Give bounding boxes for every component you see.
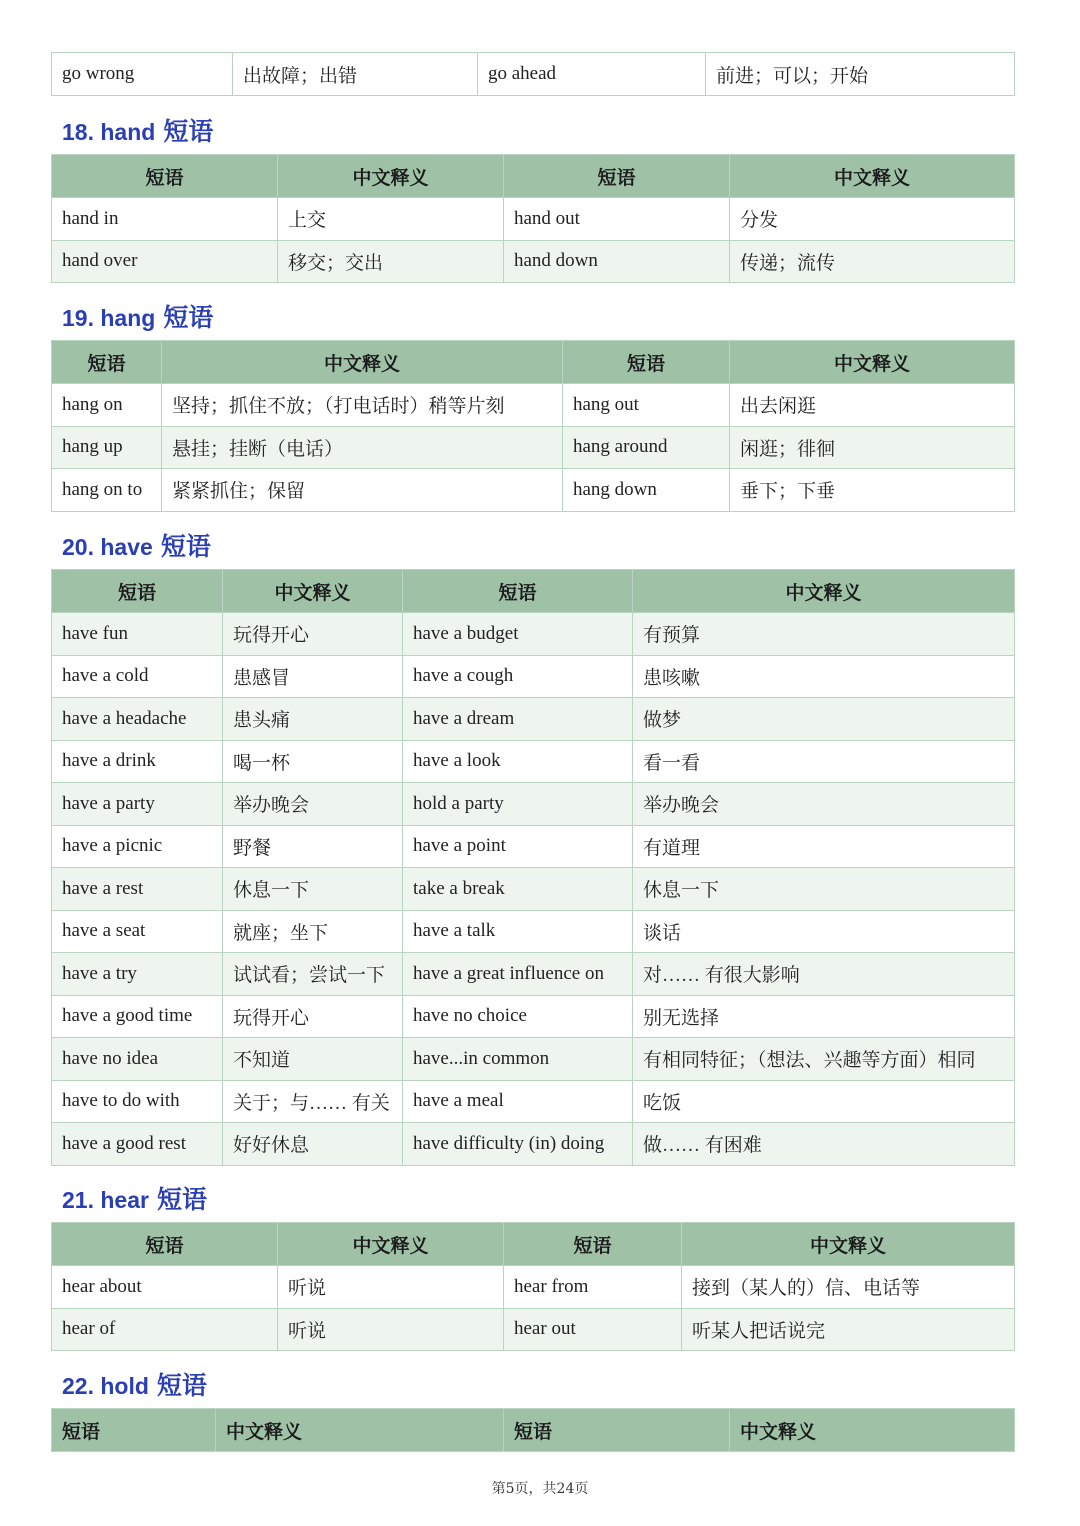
phrase-cell: hand in: [52, 198, 278, 241]
phrase-cell: have a look: [403, 740, 633, 783]
column-header: 短语: [52, 570, 223, 613]
section-word: hang: [100, 305, 156, 331]
table-row: [52, 1266, 1015, 1309]
section-number: 19.: [62, 305, 94, 331]
table-row: [52, 613, 1015, 656]
table-header-row: [52, 341, 1015, 384]
table-row: [52, 198, 1015, 241]
phrase-cell: hear from: [504, 1266, 682, 1309]
column-header: 中文释义: [223, 570, 403, 613]
phrase-cell: have a seat: [52, 910, 223, 953]
phrase-cell: have a great influence on: [403, 953, 633, 996]
meaning-cell: 玩得开心: [223, 995, 403, 1038]
meaning-cell: 坚持；抓住不放；（打电话时）稍等片刻: [162, 384, 563, 427]
table-row: [52, 469, 1015, 512]
hear-phrase-table: [51, 1222, 1015, 1351]
phrase-cell: have a cold: [52, 655, 223, 698]
column-header: 中文释义: [730, 1409, 1015, 1452]
meaning-cell: 患头痛: [223, 698, 403, 741]
phrase-cell: take a break: [403, 868, 633, 911]
meaning-cell: 出去闲逛: [730, 384, 1015, 427]
phrase-cell: have a budget: [403, 613, 633, 656]
meaning-cell: 休息一下: [633, 868, 1015, 911]
meaning-cell: 好好休息: [223, 1123, 403, 1166]
meaning-cell: 做…… 有困难: [633, 1123, 1015, 1166]
meaning-cell: 做梦: [633, 698, 1015, 741]
meaning-cell: 举办晚会: [223, 783, 403, 826]
phrase-cell: have a meal: [403, 1080, 633, 1123]
meaning-cell: 听某人把话说完: [682, 1308, 1015, 1351]
hand-phrase-table: [51, 154, 1015, 283]
section-title-hand: [62, 112, 213, 148]
table-row: [52, 1308, 1015, 1351]
section-title-hear: [62, 1180, 207, 1216]
phrase-cell: hold a party: [403, 783, 633, 826]
phrase-cell: have a point: [403, 825, 633, 868]
table-row: [52, 910, 1015, 953]
phrase-cell: go wrong: [52, 53, 233, 96]
phrase-cell: hang down: [563, 469, 730, 512]
meaning-cell: 玩得开心: [223, 613, 403, 656]
phrase-cell: have a cough: [403, 655, 633, 698]
meaning-cell: 看一看: [633, 740, 1015, 783]
meaning-cell: 有预算: [633, 613, 1015, 656]
section-title-have: [62, 527, 211, 563]
meaning-cell: 有相同特征；（想法、兴趣等方面）相同: [633, 1038, 1015, 1081]
section-word: hand: [100, 119, 156, 145]
meaning-cell: 闲逛；徘徊: [730, 426, 1015, 469]
meaning-cell: 接到（某人的）信、电话等: [682, 1266, 1015, 1309]
section-number: 21.: [62, 1187, 94, 1213]
column-header: 短语: [504, 155, 730, 198]
table-header-row: [52, 570, 1015, 613]
phrase-cell: hear of: [52, 1308, 278, 1351]
hold-phrase-table: [51, 1408, 1015, 1452]
top-continuation-table: [51, 52, 1015, 96]
column-header: 短语: [504, 1409, 730, 1452]
phrase-cell: have...in common: [403, 1038, 633, 1081]
phrase-cell: hang out: [563, 384, 730, 427]
phrase-cell: hand down: [504, 240, 730, 283]
section-suffix: 短语: [163, 117, 214, 146]
meaning-cell: 患咳嗽: [633, 655, 1015, 698]
column-header: 短语: [52, 341, 162, 384]
table-row: [52, 1080, 1015, 1123]
phrase-cell: hand out: [504, 198, 730, 241]
phrase-cell: have a try: [52, 953, 223, 996]
phrase-cell: hand over: [52, 240, 278, 283]
phrase-cell: have a drink: [52, 740, 223, 783]
table-row: [52, 240, 1015, 283]
meaning-cell: 分发: [730, 198, 1015, 241]
table-header-row: [52, 1223, 1015, 1266]
table-row: [52, 740, 1015, 783]
meaning-cell: 悬挂；挂断（电话）: [162, 426, 563, 469]
table-row: [52, 995, 1015, 1038]
meaning-cell: 移交；交出: [278, 240, 504, 283]
meaning-cell: 别无选择: [633, 995, 1015, 1038]
column-header: 中文释义: [216, 1409, 504, 1452]
phrase-cell: hear out: [504, 1308, 682, 1351]
phrase-cell: have a good time: [52, 995, 223, 1038]
phrase-cell: have a rest: [52, 868, 223, 911]
column-header: 中文释义: [162, 341, 563, 384]
phrase-cell: hang around: [563, 426, 730, 469]
meaning-cell: 前进；可以；开始: [706, 53, 1015, 96]
section-number: 22.: [62, 1373, 94, 1399]
column-header: 中文释义: [278, 155, 504, 198]
column-header: 短语: [52, 1409, 216, 1452]
meaning-cell: 听说: [278, 1266, 504, 1309]
section-suffix: 短语: [160, 532, 211, 561]
column-header: 中文释义: [682, 1223, 1015, 1266]
meaning-cell: 对…… 有很大影响: [633, 953, 1015, 996]
table-header-row: [52, 155, 1015, 198]
meaning-cell: 试试看；尝试一下: [223, 953, 403, 996]
section-word: hear: [100, 1187, 149, 1213]
section-title-hang: [62, 298, 213, 334]
phrase-cell: have difficulty (in) doing: [403, 1123, 633, 1166]
phrase-cell: have a dream: [403, 698, 633, 741]
meaning-cell: 野餐: [223, 825, 403, 868]
table-row: [52, 384, 1015, 427]
column-header: 短语: [52, 155, 278, 198]
column-header: 中文释义: [633, 570, 1015, 613]
phrase-cell: have no choice: [403, 995, 633, 1038]
column-header: 短语: [504, 1223, 682, 1266]
column-header: 短语: [52, 1223, 278, 1266]
meaning-cell: 传递；流传: [730, 240, 1015, 283]
meaning-cell: 谈话: [633, 910, 1015, 953]
meaning-cell: 关于；与…… 有关: [223, 1080, 403, 1123]
phrase-cell: hear about: [52, 1266, 278, 1309]
phrase-cell: have fun: [52, 613, 223, 656]
section-number: 20.: [62, 534, 94, 560]
table-row: [52, 783, 1015, 826]
table-row: [52, 825, 1015, 868]
table-row: [52, 1038, 1015, 1081]
meaning-cell: 吃饭: [633, 1080, 1015, 1123]
table-row: [52, 426, 1015, 469]
column-header: 短语: [563, 341, 730, 384]
meaning-cell: 就座；坐下: [223, 910, 403, 953]
phrase-cell: have a party: [52, 783, 223, 826]
phrase-cell: have to do with: [52, 1080, 223, 1123]
table-row: [52, 53, 1015, 96]
table-row: [52, 1123, 1015, 1166]
phrase-cell: hang on: [52, 384, 162, 427]
meaning-cell: 听说: [278, 1308, 504, 1351]
section-suffix: 短语: [156, 1185, 207, 1214]
meaning-cell: 上交: [278, 198, 504, 241]
table-row: [52, 655, 1015, 698]
meaning-cell: 患感冒: [223, 655, 403, 698]
page-footer: 第5页，共24页: [491, 1481, 589, 1497]
phrase-cell: have a good rest: [52, 1123, 223, 1166]
table-row: [52, 698, 1015, 741]
column-header: 中文释义: [730, 341, 1015, 384]
meaning-cell: 喝一杯: [223, 740, 403, 783]
section-title-hold: [62, 1366, 207, 1402]
section-word: have: [100, 534, 153, 560]
phrase-cell: have no idea: [52, 1038, 223, 1081]
phrase-cell: hang on to: [52, 469, 162, 512]
meaning-cell: 举办晚会: [633, 783, 1015, 826]
phrase-cell: hang up: [52, 426, 162, 469]
phrase-cell: have a talk: [403, 910, 633, 953]
section-word: hold: [100, 1373, 149, 1399]
hang-phrase-table: [51, 340, 1015, 512]
column-header: 中文释义: [278, 1223, 504, 1266]
meaning-cell: 不知道: [223, 1038, 403, 1081]
phrase-cell: have a headache: [52, 698, 223, 741]
have-phrase-table: [51, 569, 1015, 1166]
table-header-row: [52, 1409, 1015, 1452]
column-header: 短语: [403, 570, 633, 613]
phrase-cell: go ahead: [478, 53, 706, 96]
meaning-cell: 出故障；出错: [233, 53, 478, 96]
section-suffix: 短语: [163, 303, 214, 332]
section-suffix: 短语: [156, 1371, 207, 1400]
meaning-cell: 垂下；下垂: [730, 469, 1015, 512]
meaning-cell: 紧紧抓住；保留: [162, 469, 563, 512]
phrase-cell: have a picnic: [52, 825, 223, 868]
section-number: 18.: [62, 119, 94, 145]
column-header: 中文释义: [730, 155, 1015, 198]
table-row: [52, 953, 1015, 996]
meaning-cell: 有道理: [633, 825, 1015, 868]
meaning-cell: 休息一下: [223, 868, 403, 911]
table-row: [52, 868, 1015, 911]
